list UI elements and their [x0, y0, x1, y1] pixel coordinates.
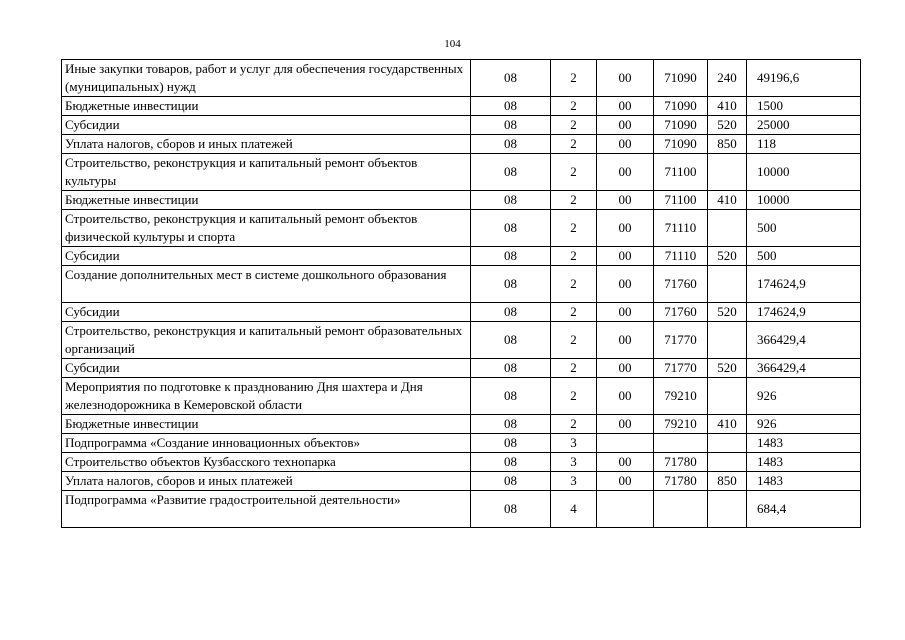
row-program-code: 00: [597, 116, 654, 135]
row-sum: 10000: [747, 154, 861, 191]
row-section: 08: [471, 247, 551, 266]
row-program-code: 00: [597, 322, 654, 359]
row-article-code: 71090: [654, 116, 708, 135]
row-name: Подпрограмма «Развитие градостроительной деятельности»: [62, 491, 471, 528]
row-article-code: 71110: [654, 247, 708, 266]
row-expense-type: 850: [708, 472, 747, 491]
row-section: 08: [471, 266, 551, 303]
row-section: 08: [471, 415, 551, 434]
row-sum: 1483: [747, 434, 861, 453]
row-expense-type: 850: [708, 135, 747, 154]
row-article-code: 71090: [654, 60, 708, 97]
row-article-code: 79210: [654, 378, 708, 415]
row-program-code: [597, 434, 654, 453]
table-row: [62, 491, 861, 528]
row-article-code: [654, 434, 708, 453]
row-subsection: 2: [551, 303, 597, 322]
row-article-code: 79210: [654, 415, 708, 434]
row-sum: 926: [747, 378, 861, 415]
row-name: Строительство, реконструкция и капитальный ремонт объектов культуры: [62, 154, 471, 191]
row-expense-type: [708, 266, 747, 303]
table-row: [62, 378, 861, 415]
row-article-code: 71110: [654, 210, 708, 247]
row-name: Субсидии: [62, 116, 471, 135]
row-section: 08: [471, 60, 551, 97]
row-program-code: 00: [597, 378, 654, 415]
row-sum: 366429,4: [747, 322, 861, 359]
row-program-code: 00: [597, 415, 654, 434]
row-section: 08: [471, 359, 551, 378]
row-subsection: 2: [551, 154, 597, 191]
row-sum: 174624,9: [747, 266, 861, 303]
row-program-code: 00: [597, 266, 654, 303]
row-sum: 118: [747, 135, 861, 154]
row-subsection: 2: [551, 322, 597, 359]
row-name: Бюджетные инвестиции: [62, 97, 471, 116]
table-row: [62, 154, 861, 191]
table-row: [62, 210, 861, 247]
row-program-code: 00: [597, 247, 654, 266]
row-subsection: 2: [551, 191, 597, 210]
row-subsection: 3: [551, 434, 597, 453]
row-expense-type: [708, 154, 747, 191]
row-section: 08: [471, 303, 551, 322]
row-expense-type: 520: [708, 359, 747, 378]
row-expense-type: [708, 378, 747, 415]
row-section: 08: [471, 378, 551, 415]
row-name: Строительство, реконструкция и капитальный ремонт объектов физической культуры и спорта: [62, 210, 471, 247]
row-sum: 1483: [747, 453, 861, 472]
row-article-code: 71100: [654, 191, 708, 210]
row-subsection: 3: [551, 453, 597, 472]
row-program-code: 00: [597, 359, 654, 378]
table-row: [62, 359, 861, 378]
row-program-code: 00: [597, 97, 654, 116]
row-program-code: 00: [597, 210, 654, 247]
row-sum: 684,4: [747, 491, 861, 528]
table-row: [62, 247, 861, 266]
table-row: [62, 135, 861, 154]
row-program-code: [597, 491, 654, 528]
row-program-code: 00: [597, 154, 654, 191]
row-subsection: 4: [551, 491, 597, 528]
table-row: [62, 453, 861, 472]
row-program-code: 00: [597, 60, 654, 97]
row-sum: 1483: [747, 472, 861, 491]
page-number: 104: [444, 38, 461, 50]
row-subsection: 2: [551, 247, 597, 266]
table-row: [62, 434, 861, 453]
row-expense-type: 520: [708, 303, 747, 322]
row-subsection: 2: [551, 378, 597, 415]
row-name: Иные закупки товаров, работ и услуг для обеспечения государственных (муниципальных) нужд: [62, 60, 471, 97]
row-article-code: 71780: [654, 472, 708, 491]
row-subsection: 2: [551, 116, 597, 135]
row-section: 08: [471, 472, 551, 491]
row-section: 08: [471, 116, 551, 135]
table-row: [62, 322, 861, 359]
row-section: 08: [471, 453, 551, 472]
row-sum: 174624,9: [747, 303, 861, 322]
row-subsection: 3: [551, 472, 597, 491]
row-program-code: 00: [597, 472, 654, 491]
row-name: Строительство объектов Кузбасского технопарка: [62, 453, 471, 472]
row-article-code: 71090: [654, 135, 708, 154]
table-row: [62, 472, 861, 491]
row-article-code: 71770: [654, 322, 708, 359]
row-sum: 49196,6: [747, 60, 861, 97]
row-subsection: 2: [551, 60, 597, 97]
row-expense-type: 410: [708, 191, 747, 210]
row-expense-type: 520: [708, 116, 747, 135]
row-program-code: 00: [597, 135, 654, 154]
row-sum: 1500: [747, 97, 861, 116]
row-sum: 10000: [747, 191, 861, 210]
row-subsection: 2: [551, 266, 597, 303]
table-row: [62, 191, 861, 210]
row-section: 08: [471, 210, 551, 247]
table-row: [62, 266, 861, 303]
row-program-code: 00: [597, 191, 654, 210]
row-sum: 926: [747, 415, 861, 434]
row-name: Субсидии: [62, 247, 471, 266]
row-sum: 25000: [747, 116, 861, 135]
row-article-code: 71780: [654, 453, 708, 472]
row-section: 08: [471, 491, 551, 528]
table-row: [62, 303, 861, 322]
row-name: Уплата налогов, сборов и иных платежей: [62, 135, 471, 154]
row-article-code: 71770: [654, 359, 708, 378]
row-name: Бюджетные инвестиции: [62, 415, 471, 434]
row-name: Субсидии: [62, 359, 471, 378]
row-sum: 500: [747, 210, 861, 247]
row-expense-type: 410: [708, 97, 747, 116]
row-article-code: 71760: [654, 303, 708, 322]
row-name: Подпрограмма «Создание инновационных объектов»: [62, 434, 471, 453]
row-expense-type: [708, 491, 747, 528]
row-sum: 500: [747, 247, 861, 266]
table-row: [62, 116, 861, 135]
row-name: Уплата налогов, сборов и иных платежей: [62, 472, 471, 491]
row-expense-type: 410: [708, 415, 747, 434]
row-expense-type: [708, 434, 747, 453]
row-section: 08: [471, 191, 551, 210]
row-subsection: 2: [551, 415, 597, 434]
row-program-code: 00: [597, 453, 654, 472]
row-name: Создание дополнительных мест в системе дошкольного образования: [62, 266, 471, 303]
table-row: [62, 60, 861, 97]
row-section: 08: [471, 322, 551, 359]
row-expense-type: 240: [708, 60, 747, 97]
row-program-code: 00: [597, 303, 654, 322]
row-section: 08: [471, 154, 551, 191]
row-sum: 366429,4: [747, 359, 861, 378]
row-expense-type: [708, 453, 747, 472]
row-subsection: 2: [551, 359, 597, 378]
row-section: 08: [471, 135, 551, 154]
row-name: Строительство, реконструкция и капитальный ремонт образовательных организаций: [62, 322, 471, 359]
row-article-code: [654, 491, 708, 528]
row-name: Бюджетные инвестиции: [62, 191, 471, 210]
row-subsection: 2: [551, 97, 597, 116]
row-article-code: 71090: [654, 97, 708, 116]
row-subsection: 2: [551, 210, 597, 247]
table-row: [62, 97, 861, 116]
row-section: 08: [471, 434, 551, 453]
table-row: [62, 415, 861, 434]
row-expense-type: 520: [708, 247, 747, 266]
budget-table: [61, 59, 861, 528]
row-article-code: 71100: [654, 154, 708, 191]
row-article-code: 71760: [654, 266, 708, 303]
row-name: Субсидии: [62, 303, 471, 322]
row-name: Мероприятия по подготовке к празднованию Дня шахтера и Дня железнодорожника в Кемеровской области: [62, 378, 471, 415]
row-subsection: 2: [551, 135, 597, 154]
row-expense-type: [708, 210, 747, 247]
row-expense-type: [708, 322, 747, 359]
row-section: 08: [471, 97, 551, 116]
